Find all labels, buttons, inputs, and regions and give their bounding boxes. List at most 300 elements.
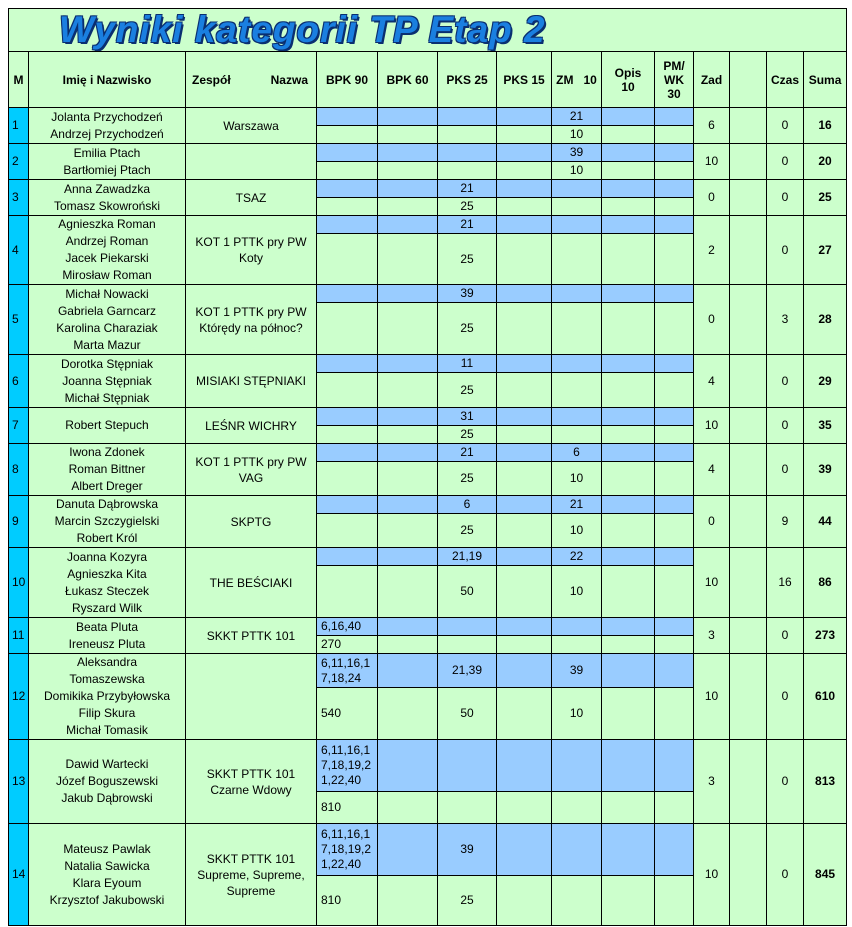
empty-cell bbox=[730, 444, 767, 496]
participant-name: Klara Eyoum bbox=[72, 875, 142, 890]
team-name bbox=[186, 654, 317, 740]
pks25-penalty: 25 bbox=[438, 303, 497, 355]
opis10-penalty bbox=[602, 462, 655, 496]
zm10-points bbox=[552, 285, 602, 303]
team-name bbox=[186, 355, 317, 408]
team-line: SKPTG bbox=[230, 514, 272, 529]
team-name bbox=[186, 285, 317, 355]
zm10-penalty: 10 bbox=[552, 514, 602, 548]
table-row bbox=[9, 654, 847, 688]
pks15-points bbox=[497, 108, 552, 126]
pks15-points bbox=[497, 496, 552, 514]
pmwk30-points bbox=[655, 216, 694, 234]
zm10-penalty bbox=[552, 234, 602, 285]
participant-names bbox=[29, 444, 186, 496]
czas-value: 3 bbox=[767, 285, 804, 355]
pks15-penalty bbox=[497, 792, 552, 824]
bpk60-points bbox=[378, 654, 438, 688]
pks15-penalty bbox=[497, 198, 552, 216]
team-name bbox=[186, 496, 317, 548]
opis10-penalty bbox=[602, 688, 655, 740]
zad-value: 2 bbox=[694, 216, 730, 285]
team-line: THE BEŚCIAKI bbox=[209, 575, 293, 590]
opis10-points bbox=[602, 216, 655, 234]
pks25-penalty: 25 bbox=[438, 426, 497, 444]
bpk90-points bbox=[317, 824, 378, 876]
opis10-points bbox=[602, 444, 655, 462]
pks15-points bbox=[497, 444, 552, 462]
pks25-penalty: 25 bbox=[438, 373, 497, 408]
bpk60-points bbox=[378, 285, 438, 303]
bpk60-points bbox=[378, 144, 438, 162]
bpk90-points bbox=[317, 618, 378, 636]
pks25-penalty bbox=[438, 636, 497, 654]
opis10-points bbox=[602, 548, 655, 566]
zm10-penalty: 10 bbox=[552, 462, 602, 496]
participant-names bbox=[29, 108, 186, 144]
header-m: M bbox=[9, 52, 29, 108]
pks25-points: 21,39 bbox=[438, 654, 497, 688]
pmwk30-penalty bbox=[655, 126, 694, 144]
participant-name: Tomaszewska bbox=[69, 672, 145, 686]
participant-name: Anna Zawadzka bbox=[63, 181, 151, 196]
pks25-points: 21 bbox=[438, 216, 497, 234]
pks15-penalty bbox=[497, 234, 552, 285]
participant-names bbox=[29, 740, 186, 824]
czas-value: 0 bbox=[767, 180, 804, 216]
czas-value: 9 bbox=[767, 496, 804, 548]
team-line: Warszawa bbox=[223, 118, 279, 133]
bpk60-penalty bbox=[378, 876, 438, 926]
pks15-penalty bbox=[497, 514, 552, 548]
czas-value: 0 bbox=[767, 408, 804, 444]
place-number: 5 bbox=[9, 285, 29, 355]
participant-name: Gabriela Garncarz bbox=[57, 303, 157, 318]
bpk90-penalty bbox=[317, 373, 378, 408]
czas-value: 16 bbox=[767, 548, 804, 618]
participant-name: Ireneusz Pluta bbox=[68, 636, 146, 651]
opis10-points bbox=[602, 285, 655, 303]
czas-value: 0 bbox=[767, 740, 804, 824]
team-line: VAG bbox=[238, 470, 264, 485]
bpk60-penalty bbox=[378, 462, 438, 496]
opis10-points bbox=[602, 496, 655, 514]
participant-name: Krzysztof Jakubowski bbox=[49, 892, 165, 907]
zm10-points: 6 bbox=[552, 444, 602, 462]
pmwk30-penalty bbox=[655, 876, 694, 926]
participant-name: Natalia Sawicka bbox=[64, 858, 150, 873]
pmwk30-penalty bbox=[655, 792, 694, 824]
bpk60-penalty bbox=[378, 198, 438, 216]
place-number: 2 bbox=[9, 144, 29, 180]
opis10-points bbox=[602, 180, 655, 198]
pmwk30-penalty bbox=[655, 373, 694, 408]
zm10-points: 39 bbox=[552, 654, 602, 688]
opis10-points bbox=[602, 618, 655, 636]
team-name bbox=[186, 740, 317, 824]
empty-cell bbox=[730, 548, 767, 618]
header-pmwk30-line3: 30 bbox=[667, 86, 681, 101]
opis10-points bbox=[602, 355, 655, 373]
participant-name: Bartłomiej Ptach bbox=[63, 162, 151, 177]
bpk60-penalty bbox=[378, 792, 438, 824]
header-row bbox=[9, 52, 847, 108]
pks25-penalty: 25 bbox=[438, 462, 497, 496]
bpk90-line: 7,18,19,2 bbox=[321, 842, 372, 856]
suma-value: 27 bbox=[804, 216, 847, 285]
zad-value: 0 bbox=[694, 496, 730, 548]
sheet-title: Wyniki kategorii TP Etap 2 bbox=[9, 9, 847, 52]
czas-value: 0 bbox=[767, 216, 804, 285]
opis10-penalty bbox=[602, 792, 655, 824]
bpk90-penalty bbox=[317, 462, 378, 496]
place-number: 11 bbox=[9, 618, 29, 654]
empty-cell bbox=[730, 355, 767, 408]
participant-name: Robert Stepuch bbox=[65, 418, 149, 432]
suma-value: 44 bbox=[804, 496, 847, 548]
participant-name: Jakub Dąbrowski bbox=[61, 791, 153, 805]
opis10-penalty bbox=[602, 426, 655, 444]
participant-name: Andrzej Przychodzeń bbox=[50, 126, 164, 141]
table-row bbox=[9, 285, 847, 303]
header-nazwa-label: Nazwa bbox=[270, 72, 308, 87]
empty-cell bbox=[730, 144, 767, 180]
header-opis10-line2: 10 bbox=[621, 79, 635, 94]
pks25-points: 21 bbox=[438, 444, 497, 462]
pks25-penalty: 25 bbox=[438, 514, 497, 548]
team-line: KOT 1 PTTK pry PW bbox=[195, 235, 307, 249]
bpk60-points bbox=[378, 740, 438, 792]
pks15-penalty bbox=[497, 126, 552, 144]
empty-cell bbox=[730, 654, 767, 740]
team-name bbox=[186, 408, 317, 444]
suma-value: 35 bbox=[804, 408, 847, 444]
pmwk30-points bbox=[655, 108, 694, 126]
pks15-points bbox=[497, 548, 552, 566]
team-name bbox=[186, 444, 317, 496]
suma-value: 20 bbox=[804, 144, 847, 180]
pks25-points bbox=[438, 144, 497, 162]
zad-value: 3 bbox=[694, 618, 730, 654]
empty-cell bbox=[730, 216, 767, 285]
zm10-points bbox=[552, 355, 602, 373]
participant-name: Jolanta Przychodzeń bbox=[51, 109, 163, 124]
participant-name: Robert Król bbox=[76, 531, 138, 545]
team-line: Koty bbox=[238, 251, 263, 265]
team-name bbox=[186, 180, 317, 216]
bpk90-points bbox=[317, 654, 378, 688]
czas-value: 0 bbox=[767, 824, 804, 926]
team-name bbox=[186, 216, 317, 285]
place-number: 6 bbox=[9, 355, 29, 408]
pmwk30-points bbox=[655, 355, 694, 373]
pmwk30-penalty bbox=[655, 514, 694, 548]
zad-value: 10 bbox=[694, 654, 730, 740]
pks15-penalty bbox=[497, 373, 552, 408]
pks25-points: 6 bbox=[438, 496, 497, 514]
opis10-points bbox=[602, 108, 655, 126]
header-suma: Suma bbox=[804, 52, 847, 108]
participant-name: Dorotka Stępniak bbox=[60, 356, 154, 371]
participant-names bbox=[29, 216, 186, 285]
pks25-points bbox=[438, 108, 497, 126]
pks15-penalty bbox=[497, 462, 552, 496]
bpk60-points bbox=[378, 548, 438, 566]
pmwk30-points bbox=[655, 618, 694, 636]
bpk60-penalty bbox=[378, 234, 438, 285]
team-name bbox=[186, 824, 317, 926]
header-pks25: PKS 25 bbox=[438, 52, 497, 108]
zm10-points: 21 bbox=[552, 108, 602, 126]
participant-name: Roman Bittner bbox=[68, 462, 146, 476]
pks15-points bbox=[497, 740, 552, 792]
participant-name: Iwona Zdonek bbox=[69, 445, 145, 459]
pmwk30-penalty bbox=[655, 162, 694, 180]
zad-value: 4 bbox=[694, 355, 730, 408]
bpk60-penalty bbox=[378, 303, 438, 355]
bpk90-penalty bbox=[317, 162, 378, 180]
pks15-points bbox=[497, 355, 552, 373]
bpk90-penalty bbox=[317, 198, 378, 216]
bpk90-penalty bbox=[317, 566, 378, 618]
participant-names bbox=[29, 824, 186, 926]
participant-name: Andrzej Roman bbox=[65, 234, 149, 248]
pks25-penalty bbox=[438, 162, 497, 180]
team-line: Supreme bbox=[226, 883, 276, 898]
bpk90-points bbox=[317, 180, 378, 198]
table-row bbox=[9, 618, 847, 636]
bpk90-line: 6,11,16,1 bbox=[321, 827, 371, 841]
team-line: Supreme, Supreme, bbox=[197, 867, 305, 882]
participant-name: Michał Stępniak bbox=[64, 390, 150, 405]
participant-name: Emilia Ptach bbox=[73, 145, 141, 160]
pmwk30-penalty bbox=[655, 303, 694, 355]
bpk90-points bbox=[317, 496, 378, 514]
opis10-points bbox=[602, 824, 655, 876]
zm10-points bbox=[552, 408, 602, 426]
opis10-penalty bbox=[602, 303, 655, 355]
participant-name: Beata Pluta bbox=[75, 619, 139, 634]
pks15-penalty bbox=[497, 162, 552, 180]
bpk60-penalty bbox=[378, 514, 438, 548]
zad-value: 10 bbox=[694, 408, 730, 444]
participant-name: Mateusz Pawlak bbox=[63, 841, 151, 856]
zad-value: 10 bbox=[694, 824, 730, 926]
zm10-penalty bbox=[552, 426, 602, 444]
pks15-points bbox=[497, 180, 552, 198]
czas-value: 0 bbox=[767, 444, 804, 496]
pks25-penalty bbox=[438, 126, 497, 144]
participant-name: Michał Nowacki bbox=[65, 286, 149, 301]
place-number: 14 bbox=[9, 824, 29, 926]
header-zespol-label: Zespół bbox=[192, 72, 231, 87]
bpk60-points bbox=[378, 355, 438, 373]
participant-names bbox=[29, 654, 186, 740]
place-number: 12 bbox=[9, 654, 29, 740]
zm10-points: 39 bbox=[552, 144, 602, 162]
bpk90-points bbox=[317, 216, 378, 234]
pmwk30-penalty bbox=[655, 688, 694, 740]
zm10-points: 22 bbox=[552, 548, 602, 566]
bpk60-points bbox=[378, 444, 438, 462]
zm10-penalty: 10 bbox=[552, 566, 602, 618]
header-pmwk30 bbox=[655, 52, 694, 108]
opis10-penalty bbox=[602, 636, 655, 654]
bpk90-line: 6,11,16,1 bbox=[321, 743, 371, 757]
pmwk30-points bbox=[655, 824, 694, 876]
empty-cell bbox=[730, 408, 767, 444]
team-name bbox=[186, 144, 317, 180]
header-imie: Imię i Nazwisko bbox=[29, 52, 186, 108]
bpk90-penalty: 810 bbox=[317, 876, 378, 926]
opis10-points bbox=[602, 408, 655, 426]
participant-names bbox=[29, 618, 186, 654]
suma-value: 273 bbox=[804, 618, 847, 654]
suma-value: 813 bbox=[804, 740, 847, 824]
zad-value: 10 bbox=[694, 548, 730, 618]
suma-value: 29 bbox=[804, 355, 847, 408]
pks25-points: 21,19 bbox=[438, 548, 497, 566]
bpk90-points bbox=[317, 444, 378, 462]
pks25-penalty: 50 bbox=[438, 688, 497, 740]
suma-value: 16 bbox=[804, 108, 847, 144]
zad-value: 10 bbox=[694, 144, 730, 180]
bpk60-points bbox=[378, 408, 438, 426]
bpk90-points bbox=[317, 285, 378, 303]
pmwk30-points bbox=[655, 496, 694, 514]
zad-value: 3 bbox=[694, 740, 730, 824]
participant-name: Dawid Wartecki bbox=[65, 757, 149, 771]
pks25-points bbox=[438, 740, 497, 792]
zm10-penalty bbox=[552, 876, 602, 926]
suma-value: 610 bbox=[804, 654, 847, 740]
pks15-points bbox=[497, 618, 552, 636]
empty-cell bbox=[730, 618, 767, 654]
participant-names bbox=[29, 180, 186, 216]
zad-value: 0 bbox=[694, 285, 730, 355]
participant-name: Tomasz Skowroński bbox=[53, 198, 161, 213]
table-row bbox=[9, 740, 847, 792]
participant-names bbox=[29, 144, 186, 180]
bpk90-line: 7,18,19,2 bbox=[321, 758, 372, 772]
table-row bbox=[9, 548, 847, 566]
zm10-penalty bbox=[552, 303, 602, 355]
zm10-penalty: 10 bbox=[552, 688, 602, 740]
czas-value: 0 bbox=[767, 618, 804, 654]
opis10-points bbox=[602, 144, 655, 162]
bpk90-points bbox=[317, 144, 378, 162]
team-line: Czarne Wdowy bbox=[210, 782, 292, 797]
participant-name: Albert Dreger bbox=[71, 479, 143, 493]
pmwk30-points bbox=[655, 285, 694, 303]
pmwk30-penalty bbox=[655, 234, 694, 285]
team-line: LEŚNR WICHRY bbox=[205, 418, 297, 433]
place-number: 7 bbox=[9, 408, 29, 444]
opis10-points bbox=[602, 654, 655, 688]
bpk60-points bbox=[378, 824, 438, 876]
header-opis10-line1: Opis bbox=[614, 65, 642, 80]
zm10-penalty bbox=[552, 198, 602, 216]
place-number: 4 bbox=[9, 216, 29, 285]
opis10-penalty bbox=[602, 566, 655, 618]
table-row bbox=[9, 108, 847, 126]
opis10-penalty bbox=[602, 514, 655, 548]
zm10-points bbox=[552, 216, 602, 234]
team-line: Którędy na północ? bbox=[199, 320, 303, 335]
bpk90-penalty: 810 bbox=[317, 792, 378, 824]
bpk90-line: 7,18,24 bbox=[321, 670, 362, 685]
participant-names bbox=[29, 548, 186, 618]
opis10-penalty bbox=[602, 198, 655, 216]
pks15-penalty bbox=[497, 303, 552, 355]
opis10-penalty bbox=[602, 373, 655, 408]
participant-name: Agnieszka Kita bbox=[67, 566, 147, 581]
pmwk30-points bbox=[655, 180, 694, 198]
empty-cell bbox=[730, 108, 767, 144]
participant-name: Marcin Szczygielski bbox=[54, 514, 160, 528]
czas-value: 0 bbox=[767, 355, 804, 408]
opis10-penalty bbox=[602, 234, 655, 285]
empty-cell bbox=[730, 496, 767, 548]
pks15-points bbox=[497, 285, 552, 303]
participant-name: Mirosław Roman bbox=[62, 268, 152, 282]
pks15-points bbox=[497, 654, 552, 688]
participant-name: Danuta Dąbrowska bbox=[55, 497, 159, 511]
bpk60-penalty bbox=[378, 426, 438, 444]
bpk90-points bbox=[317, 740, 378, 792]
bpk60-penalty bbox=[378, 162, 438, 180]
pks15-penalty bbox=[497, 426, 552, 444]
participant-names bbox=[29, 285, 186, 355]
czas-value: 0 bbox=[767, 144, 804, 180]
participant-names bbox=[29, 355, 186, 408]
bpk90-penalty: 540 bbox=[317, 688, 378, 740]
participant-name: Michał Tomasik bbox=[66, 723, 148, 737]
pks15-penalty bbox=[497, 566, 552, 618]
bpk90-line: 1,22,40 bbox=[321, 857, 362, 871]
bpk90-penalty bbox=[317, 426, 378, 444]
table-row bbox=[9, 144, 847, 162]
pks15-penalty bbox=[497, 688, 552, 740]
table-row bbox=[9, 216, 847, 234]
bpk90-points bbox=[317, 355, 378, 373]
bpk90-penalty bbox=[317, 303, 378, 355]
team-name bbox=[186, 618, 317, 654]
place-number: 10 bbox=[9, 548, 29, 618]
pmwk30-points bbox=[655, 444, 694, 462]
pmwk30-penalty bbox=[655, 462, 694, 496]
pks15-points bbox=[497, 144, 552, 162]
zm10-points bbox=[552, 180, 602, 198]
opis10-penalty bbox=[602, 876, 655, 926]
table-row bbox=[9, 355, 847, 373]
header-zm10: ZM 10 bbox=[552, 52, 602, 108]
bpk90-penalty bbox=[317, 514, 378, 548]
team-name bbox=[186, 548, 317, 618]
team-line: TSAZ bbox=[235, 190, 267, 205]
pmwk30-penalty bbox=[655, 566, 694, 618]
pmwk30-penalty bbox=[655, 426, 694, 444]
participant-name: Aleksandra bbox=[76, 655, 138, 669]
participant-name: Józef Boguszewski bbox=[55, 774, 159, 788]
zm10-points: 21 bbox=[552, 496, 602, 514]
participant-name: Joanna Kozyra bbox=[66, 549, 148, 564]
header-czas: Czas bbox=[767, 52, 804, 108]
czas-value: 0 bbox=[767, 108, 804, 144]
bpk90-penalty bbox=[317, 234, 378, 285]
header-pmwk30-line1: PM/ bbox=[663, 58, 685, 73]
pks25-penalty: 25 bbox=[438, 198, 497, 216]
